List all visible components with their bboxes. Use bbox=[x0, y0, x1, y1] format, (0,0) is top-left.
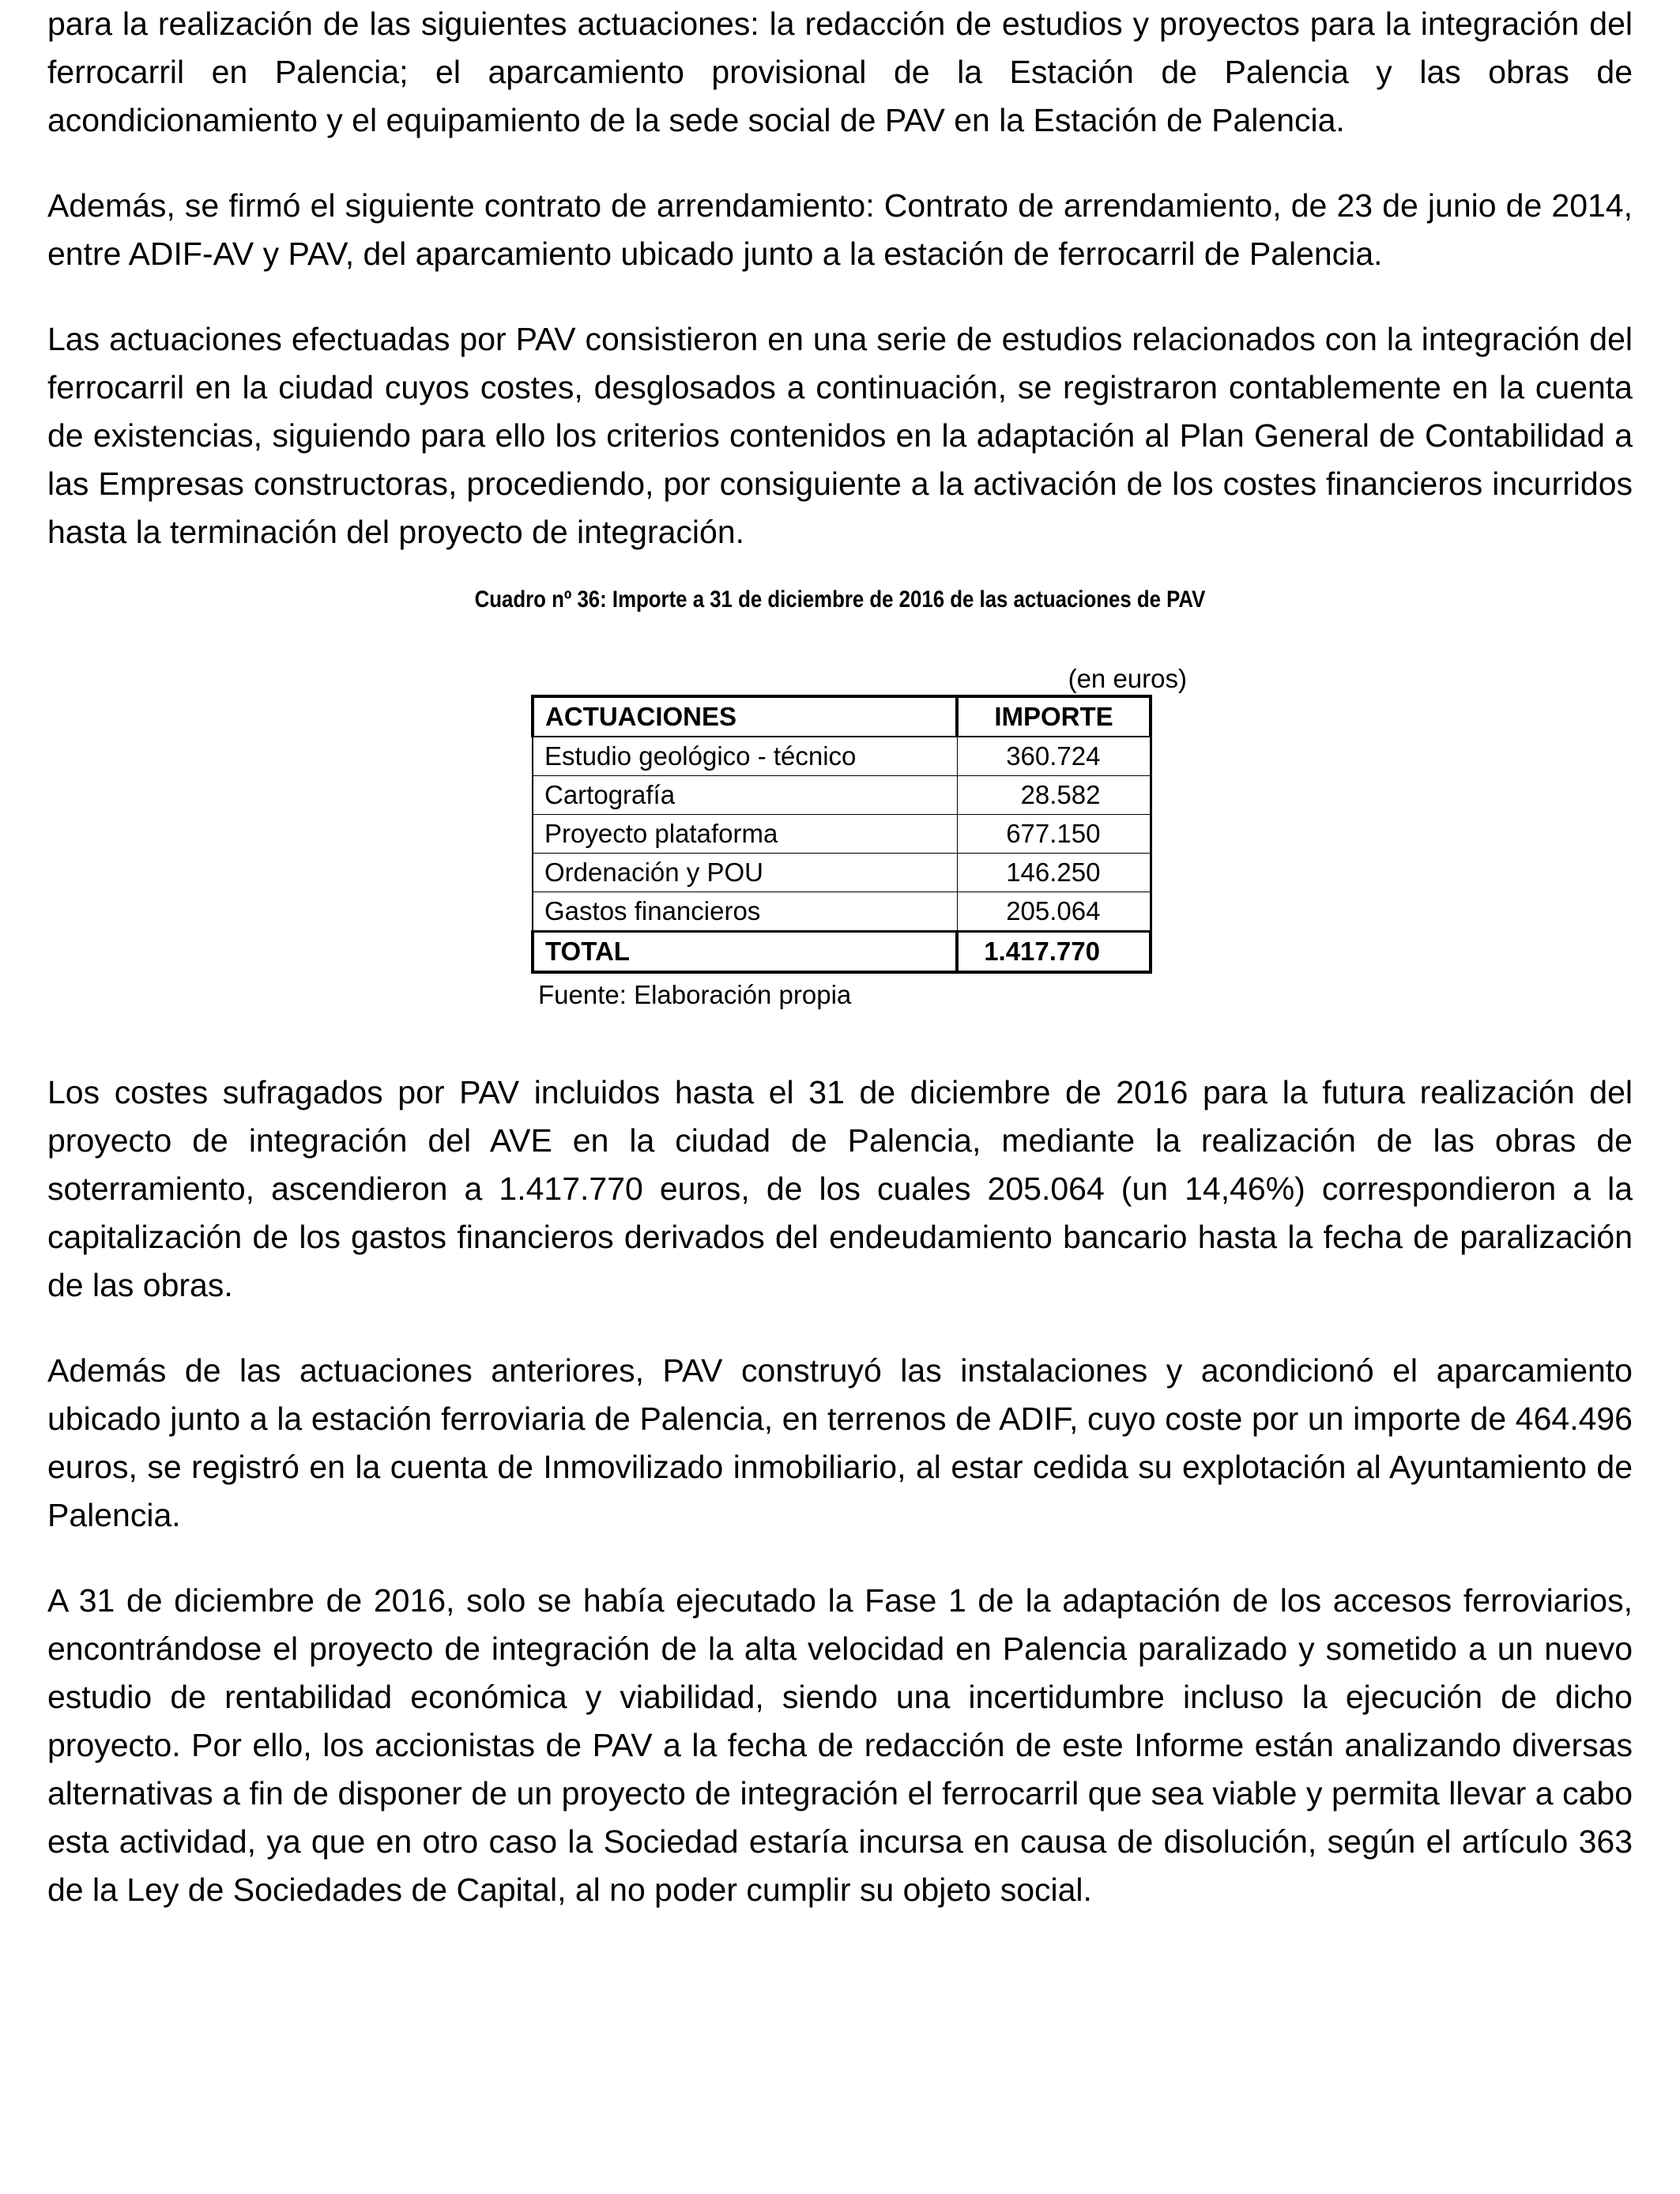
row-value: 28.582 bbox=[957, 776, 1151, 815]
row-label: Gastos financieros bbox=[533, 892, 957, 932]
table-row bbox=[533, 892, 1151, 932]
table-total-row bbox=[533, 932, 1151, 973]
paragraph-estudios-pav: Las actuaciones efectuadas por PAV consistieron en una serie de estudios relacionados con la integración del ferrocarril en la ciudad cuyos costes, desglosados a continuación, se registraron contablemente en la cuenta de existencias, siguiendo para ello los criterios contenidos en la adaptación al Plan General de Contabilidad a las Empresas constructoras, procediendo, por consiguiente a la activación de los costes financieros incurridos hasta la terminación del proyecto de integración. bbox=[47, 321, 1633, 550]
table-source-note: Fuente: Elaboración propia bbox=[538, 980, 852, 1009]
header-importe: IMPORTE bbox=[957, 696, 1151, 737]
header-actuaciones: ACTUACIONES bbox=[533, 696, 957, 737]
row-value: 205.064 bbox=[957, 892, 1151, 932]
table-row bbox=[533, 854, 1151, 892]
table-block bbox=[47, 584, 1633, 1031]
actuaciones-table bbox=[531, 695, 1152, 974]
document-page bbox=[47, 0, 1633, 1914]
table-row bbox=[533, 737, 1151, 776]
paragraph-situacion-2016: A 31 de diciembre de 2016, solo se había ejecutado la Fase 1 de la adaptación de los accesos ferroviarios, encontrándose el proyecto de integración de la alta velocidad en Palencia paralizado y sometido a un nuevo estudio de rentabilidad económica y viabilidad, siendo una incertidumbre incluso la ejecución de dicho proyecto. Por ello, los accionistas de PAV a la fecha de redacción de este Informe están analizando diversas alternativas a fin de disponer de un proyecto de integración el ferrocarril que sea viable y permita llevar a cabo esta actividad, ya que en otro caso la Sociedad estaría incursa en causa de disolución, según el artículo 363 de la Ley de Sociedades de Capital, al no poder cumplir su objeto social. bbox=[47, 1582, 1633, 1908]
table-row bbox=[533, 815, 1151, 854]
table-header-row bbox=[533, 696, 1151, 737]
row-label: Proyecto plataforma bbox=[533, 815, 957, 854]
row-value: 677.150 bbox=[957, 815, 1151, 854]
paragraph-costes-sufragados: Los costes sufragados por PAV incluidos hasta el 31 de diciembre de 2016 para la futura realización del proyecto de integración del AVE en la ciudad de Palencia, mediante la realización de las obras de soterramiento, ascendieron a 1.417.770 euros, de los cuales 205.064 (un 14,46%) correspondieron a la capitalización de los gastos financieros derivados del endeudamiento bancario hasta la fecha de paralización de las obras. bbox=[47, 1074, 1633, 1303]
table-row bbox=[533, 776, 1151, 815]
row-label: Cartografía bbox=[533, 776, 957, 815]
total-value: 1.417.770 bbox=[957, 932, 1151, 973]
table-caption: Cuadro nº 36: Importe a 31 de diciembre de 2016 de las actuaciones de PAV bbox=[474, 586, 1206, 613]
row-value: 360.724 bbox=[957, 737, 1151, 776]
table-unit-label: (en euros) bbox=[1068, 664, 1187, 693]
paragraph-contrato-arrendamiento: Además, se firmó el siguiente contrato de arrendamiento: Contrato de arrendamiento, de 23 de junio de 2014, entre ADIF-AV y PAV, del aparcamiento ubicado junto a la estación de ferrocarril de Palencia. bbox=[47, 187, 1633, 272]
paragraph-actuaciones-intro: para la realización de las siguientes actuaciones: la redacción de estudios y proyectos para la integración del ferrocarril en Palencia; el aparcamiento provisional de la Estación de Palencia y las obras de acondicionamiento y el equipamiento de la sede social de PAV en la Estación de Palencia. bbox=[47, 6, 1633, 138]
row-label: Ordenación y POU bbox=[533, 854, 957, 892]
row-value: 146.250 bbox=[957, 854, 1151, 892]
total-label: TOTAL bbox=[533, 932, 957, 973]
paragraph-aparcamiento: Además de las actuaciones anteriores, PAV construyó las instalaciones y acondicionó el aparcamiento ubicado junto a la estación ferroviaria de Palencia, en terrenos de ADIF, cuyo coste por un importe de 464.496 euros, se registró en la cuenta de Inmovilizado inmobiliario, al estar cedida su explotación al Ayuntamiento de Palencia. bbox=[47, 1352, 1633, 1533]
row-label: Estudio geológico - técnico bbox=[533, 737, 957, 776]
